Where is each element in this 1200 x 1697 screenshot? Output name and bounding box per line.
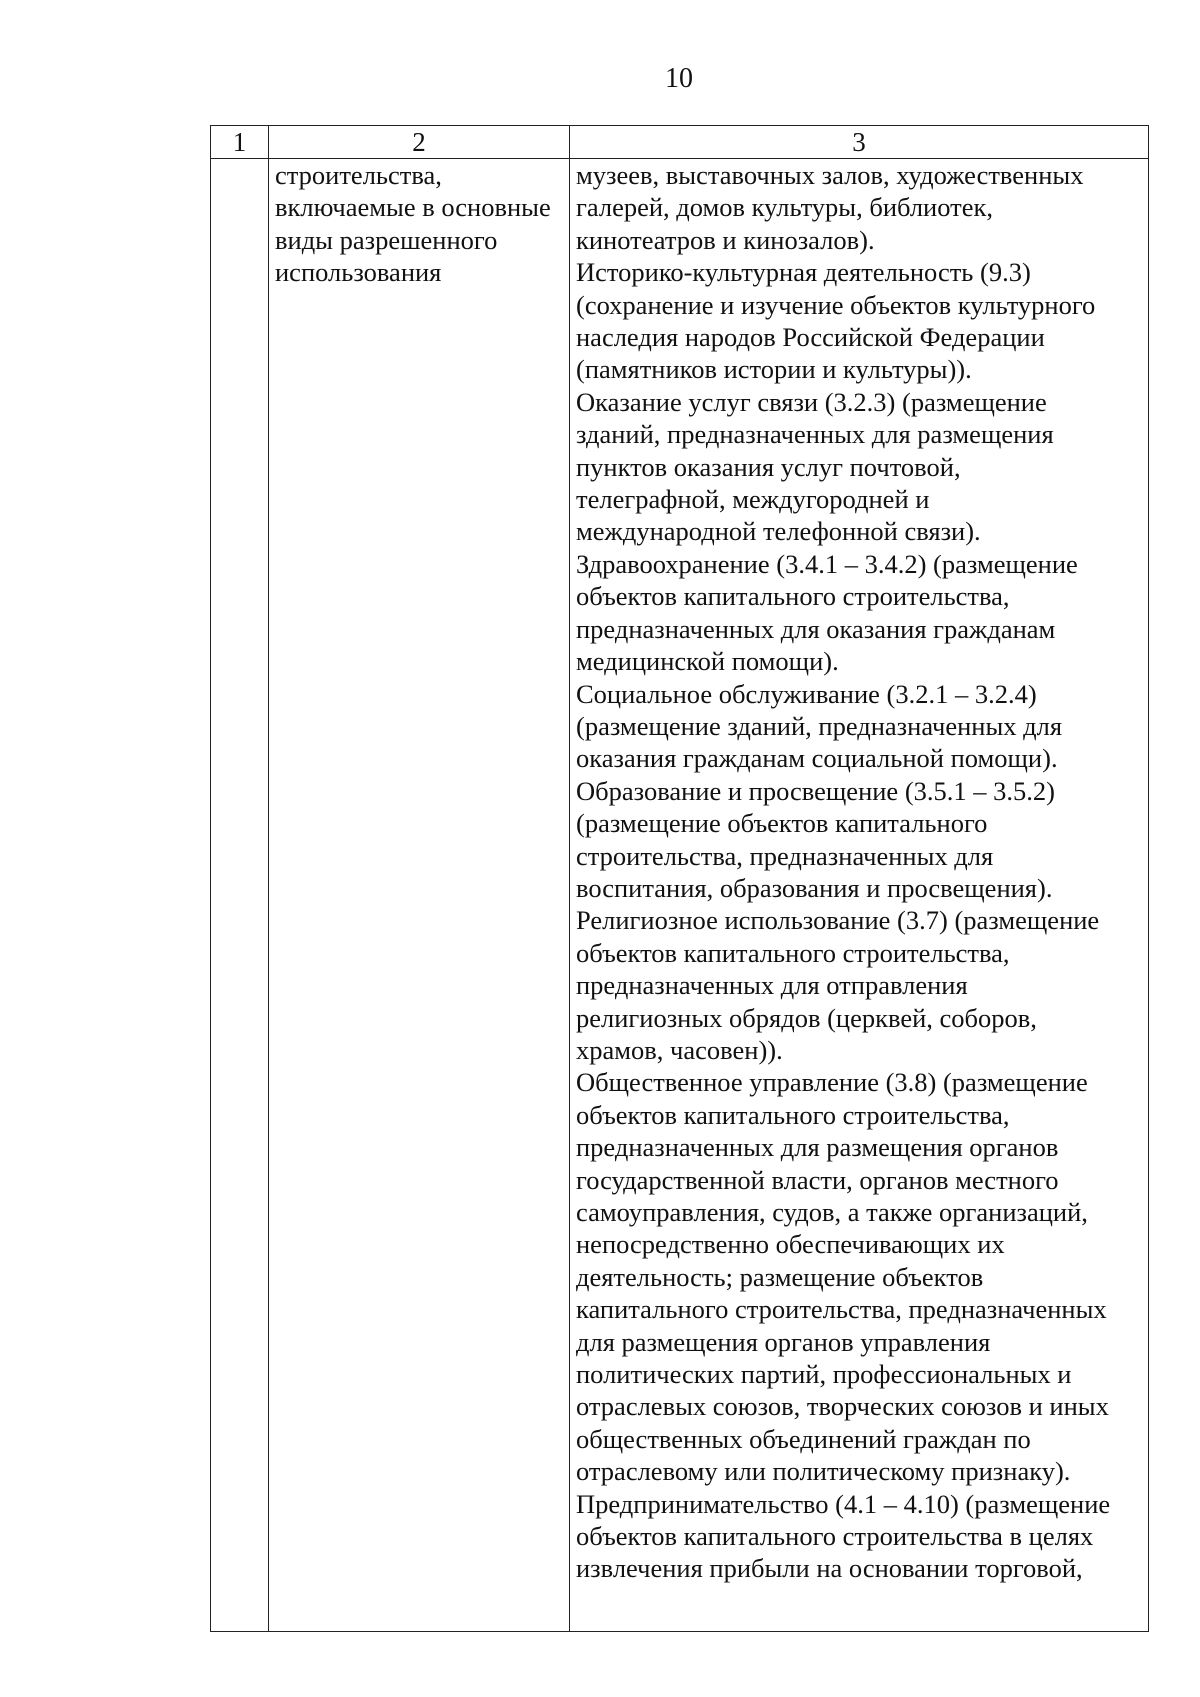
category-text-line: включаемые в основные: [275, 192, 551, 223]
uses-text-line: Религиозное использование (3.7) (размещение: [576, 905, 1100, 936]
uses-text-line: Образование и просвещение (3.5.1 – 3.5.2): [576, 775, 1055, 806]
uses-text-line: Историко-культурная деятельность (9.3): [576, 257, 1031, 288]
uses-text-line: (размещение объектов капитального: [576, 808, 988, 839]
uses-text-line: (размещение зданий, предназначенных для: [576, 710, 1063, 741]
uses-text-line: телеграфной, междугородней и: [576, 484, 930, 515]
uses-text-line: капитального строительства, предназначенных: [576, 1294, 1107, 1325]
uses-text-line: объектов капитального строительства,: [576, 1099, 1010, 1130]
uses-text-line: объектов капитального строительства в целях: [576, 1521, 1094, 1552]
category-text-line: строительства,: [275, 160, 442, 190]
uses-text-line: деятельность; размещение объектов: [576, 1261, 984, 1292]
uses-text-line: наследия народов Российской Федерации: [576, 322, 1045, 353]
uses-text-line: предназначенных для отправления: [576, 970, 968, 1001]
uses-text-line: оказания гражданам социальной помощи).: [576, 743, 1058, 774]
uses-text-line: Социальное обслуживание (3.2.1 – 3.2.4): [576, 678, 1037, 709]
uses-text-line: общественных объединений граждан по: [576, 1423, 1031, 1454]
uses-text-line: Здравоохранение (3.4.1 – 3.4.2) (размещение: [576, 548, 1078, 579]
uses-text-line: политических партий, профессиональных и: [576, 1359, 1072, 1390]
uses-text-line: государственной власти, органов местного: [576, 1164, 1059, 1195]
uses-text-line: (памятников истории и культуры)).: [576, 354, 972, 385]
uses-text-line: музеев, выставочных залов, художественных: [576, 160, 1084, 190]
uses-text-line: воспитания, образования и просвещения).: [576, 872, 1053, 903]
uses-text-line: Предпринимательство (4.1 – 4.10) (размещение: [576, 1488, 1111, 1519]
uses-text-line: (сохранение и изучение объектов культурного: [576, 289, 1096, 320]
table-row: [211, 159, 1149, 1632]
uses-text-line: Оказание услуг связи (3.2.3) (размещение: [576, 386, 1047, 417]
category-text-line: виды разрешенного: [275, 224, 498, 255]
uses-text-line: предназначенных для размещения органов: [576, 1132, 1059, 1163]
uses-text-line: для размещения органов управления: [576, 1326, 991, 1357]
cell-category-text: [269, 159, 569, 289]
uses-text-line: галерей, домов культуры, библиотек,: [576, 192, 993, 223]
uses-text-line: храмов, часовен)).: [576, 1034, 783, 1065]
uses-text-line: пунктов оказания услуг почтовой,: [576, 451, 961, 482]
uses-text-line: отраслевому или политическому признаку).: [576, 1456, 1071, 1487]
uses-text-line: отраслевых союзов, творческих союзов и иных: [576, 1391, 1109, 1422]
uses-text-line: извлечения прибыли на основании торговой,: [576, 1553, 1083, 1584]
uses-text-line: международной телефонной связи).: [576, 516, 981, 547]
header-col-1: 1: [211, 126, 269, 159]
page-number: 10: [665, 63, 693, 94]
uses-text-line: Общественное управление (3.8) (размещение: [576, 1067, 1088, 1098]
uses-text-line: объектов капитального строительства,: [576, 581, 1010, 612]
uses-text-line: объектов капитального строительства,: [576, 937, 1010, 968]
land-use-table: [210, 125, 1149, 1632]
uses-text-line: непосредственно обеспечивающих их: [576, 1229, 1005, 1260]
uses-text-line: религиозных обрядов (церквей, соборов,: [576, 1002, 1037, 1033]
uses-text-line: медицинской помощи).: [576, 646, 839, 677]
uses-text-line: зданий, предназначенных для размещения: [576, 419, 1054, 450]
cell-uses: [570, 159, 1149, 1632]
header-col-2: 2: [269, 126, 570, 159]
cell-category: [269, 159, 570, 1632]
header-col-3: 3: [570, 126, 1149, 159]
uses-text-line: предназначенных для оказания гражданам: [576, 613, 1056, 644]
category-text-line: использования: [275, 257, 442, 288]
uses-text-line: строительства, предназначенных для: [576, 840, 994, 871]
cell-uses-text: [570, 159, 1148, 1585]
table-header-row: [211, 126, 1149, 159]
uses-text-line: самоуправления, судов, а также организаций,: [576, 1197, 1088, 1227]
cell-number: [211, 159, 269, 1632]
uses-text-line: кинотеатров и кинозалов).: [576, 224, 875, 255]
